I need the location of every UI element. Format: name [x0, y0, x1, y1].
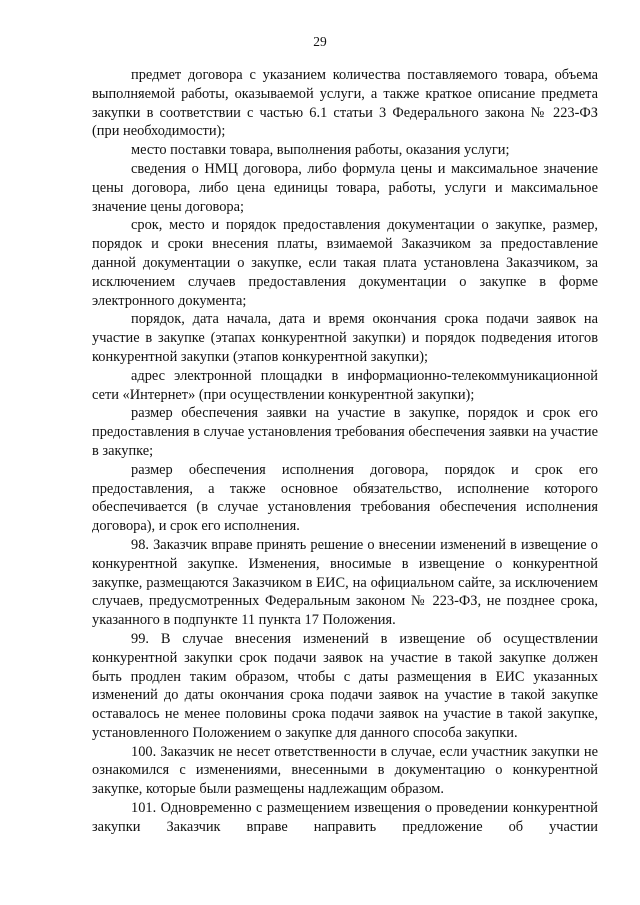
paragraph-98: 98. Заказчик вправе принять решение о внесении изменений в извещение о конкурентной закупке. Изменения, вносимые в извещение о конкурентной закупке, размещаются Заказчиком в ЕИС, на официальном сайте, за исключением случаев, предусмотренных Федеральным законом № 223-ФЗ, не позднее срока, указанного в подпункте 11 пункта 17 Положения. — [92, 536, 598, 629]
paragraph-99: 99. В случае внесения изменений в извещение об осуществлении конкурентной закупки срок подачи заявок на участие в такой закупке должен быть продлен таким образом, чтобы с даты размещения в ЕИС указанных изменений до даты окончания срока подачи заявок на участие в такой закупке оставалось не менее половины срока подачи заявок на участие в такой закупке, установленного Положением о закупке для данного способа закупки. — [92, 630, 598, 741]
document-body — [92, 66, 598, 837]
paragraph-platform-address: адрес электронной площадки в информационно-телекоммуникационной сети «Интернет» (при осуществлении конкурентной закупки); — [92, 367, 598, 403]
paragraph-documentation-terms: срок, место и порядок предоставления документации о закупке, размер, порядок и сроки внесения платы, взимаемой Заказчиком за предоставление данной документации о закупке, если такая плата установлена Заказчиком, за исключением случаев предоставления документации о закупке в форме электронного документа; — [92, 217, 598, 309]
paragraph-application-security: размер обеспечения заявки на участие в закупке, порядок и срок его предоставления в случае установления требования обеспечения заявки на участие в закупке; — [92, 405, 598, 459]
paragraph-101: 101. Одновременно с размещением извещения о проведении конкурентной закупки Заказчик вправе направить предложение об участии — [92, 800, 598, 835]
paragraph-nmc-info: сведения о НМЦ договора, либо формула цены и максимальное значение цены договора, либо цена единицы товара, работы, услуги и максимальное значение цены договора; — [92, 160, 598, 215]
paragraph-delivery-place: место поставки товара, выполнения работы, оказания услуги; — [131, 142, 510, 159]
page-number: 29 — [313, 34, 327, 49]
paragraph-application-deadlines: порядок, дата начала, дата и время окончания срока подачи заявок на участие в закупке (этапах конкурентной закупки) и порядок подведения итогов конкурентной закупки (этапов конкурентной закупки); — [92, 311, 598, 365]
paragraph-contract-subject: предмет договора с указанием количества поставляемого товара, объема выполняемой работы, оказываемой услуги, а также краткое описание предмета закупки в соответствии с частью 6.1 статьи 3 Федерального закона № 223-ФЗ (при необходимости); — [92, 67, 598, 140]
paragraph-100: 100. Заказчик не несет ответственности в случае, если участник закупки не ознакомился с изменениями, внесенными в документацию о конкурентной закупке, которые были размещены надлежащим образом. — [92, 743, 598, 798]
paragraph-contract-security: размер обеспечения исполнения договора, порядок и срок его предоставления, а также основное обязательство, исполнение которого обеспечивается (в случае установления требования обеспечения исполнения договора), и срок его исполнения. — [92, 461, 598, 535]
